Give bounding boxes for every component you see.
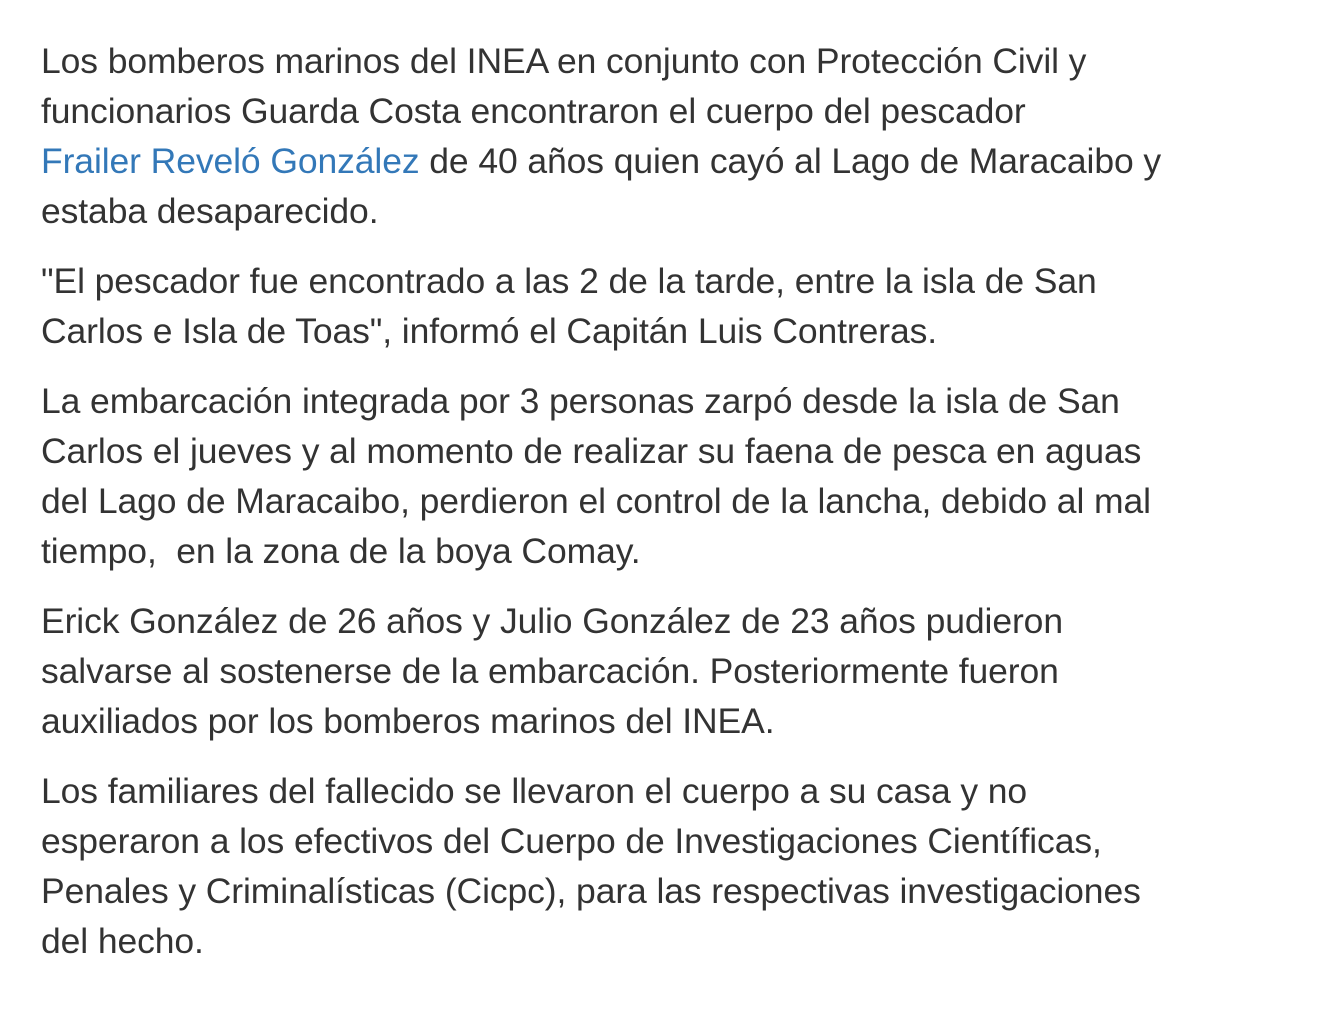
paragraph-2 [41, 256, 1316, 356]
paragraph-5 [41, 766, 1316, 966]
paragraph-4 [41, 596, 1316, 746]
paragraph-2-line-2: Carlos e Isla de Toas", informó el Capitán Luis Contreras. [41, 311, 938, 351]
paragraph-2-line-1: "El pescador fue encontrado a las 2 de la tarde, entre la isla de San [41, 261, 1097, 301]
paragraph-5-line-1: Los familiares del fallecido se llevaron el cuerpo a su casa y no [41, 771, 1028, 811]
paragraph-3-line-1: La embarcación integrada por 3 personas zarpó desde la isla de San [41, 381, 1120, 421]
paragraph-4-line-3: auxiliados por los bomberos marinos del INEA. [41, 701, 775, 741]
paragraph-4-line-2: salvarse al sostenerse de la embarcación. Posteriormente fueron [41, 651, 1059, 691]
paragraph-1-line-1: Los bomberos marinos del INEA en conjunto con Protección Civil y [41, 41, 1087, 81]
paragraph-3 [41, 376, 1316, 576]
paragraph-5-line-4: del hecho. [41, 921, 204, 961]
person-name-link[interactable]: Frailer Reveló González [41, 141, 420, 181]
paragraph-1 [41, 36, 1316, 236]
paragraph-4-line-1: Erick González de 26 años y Julio González de 23 años pudieron [41, 601, 1063, 641]
paragraph-1-line-3-rest: de 40 años quien cayó al Lago de Maracaibo y [419, 141, 1162, 181]
article-body [41, 36, 1316, 986]
paragraph-3-line-4: tiempo, en la zona de la boya Comay. [41, 531, 641, 571]
paragraph-5-line-3: Penales y Criminalísticas (Cicpc), para las respectivas investigaciones [41, 871, 1141, 911]
paragraph-1-line-4: estaba desaparecido. [41, 191, 379, 231]
paragraph-1-line-2: funcionarios Guarda Costa encontraron el cuerpo del pescador [41, 91, 1026, 131]
paragraph-3-line-2: Carlos el jueves y al momento de realizar su faena de pesca en aguas [41, 431, 1142, 471]
paragraph-5-line-2: esperaron a los efectivos del Cuerpo de Investigaciones Científicas, [41, 821, 1102, 861]
paragraph-3-line-3: del Lago de Maracaibo, perdieron el control de la lancha, debido al mal [41, 481, 1151, 521]
